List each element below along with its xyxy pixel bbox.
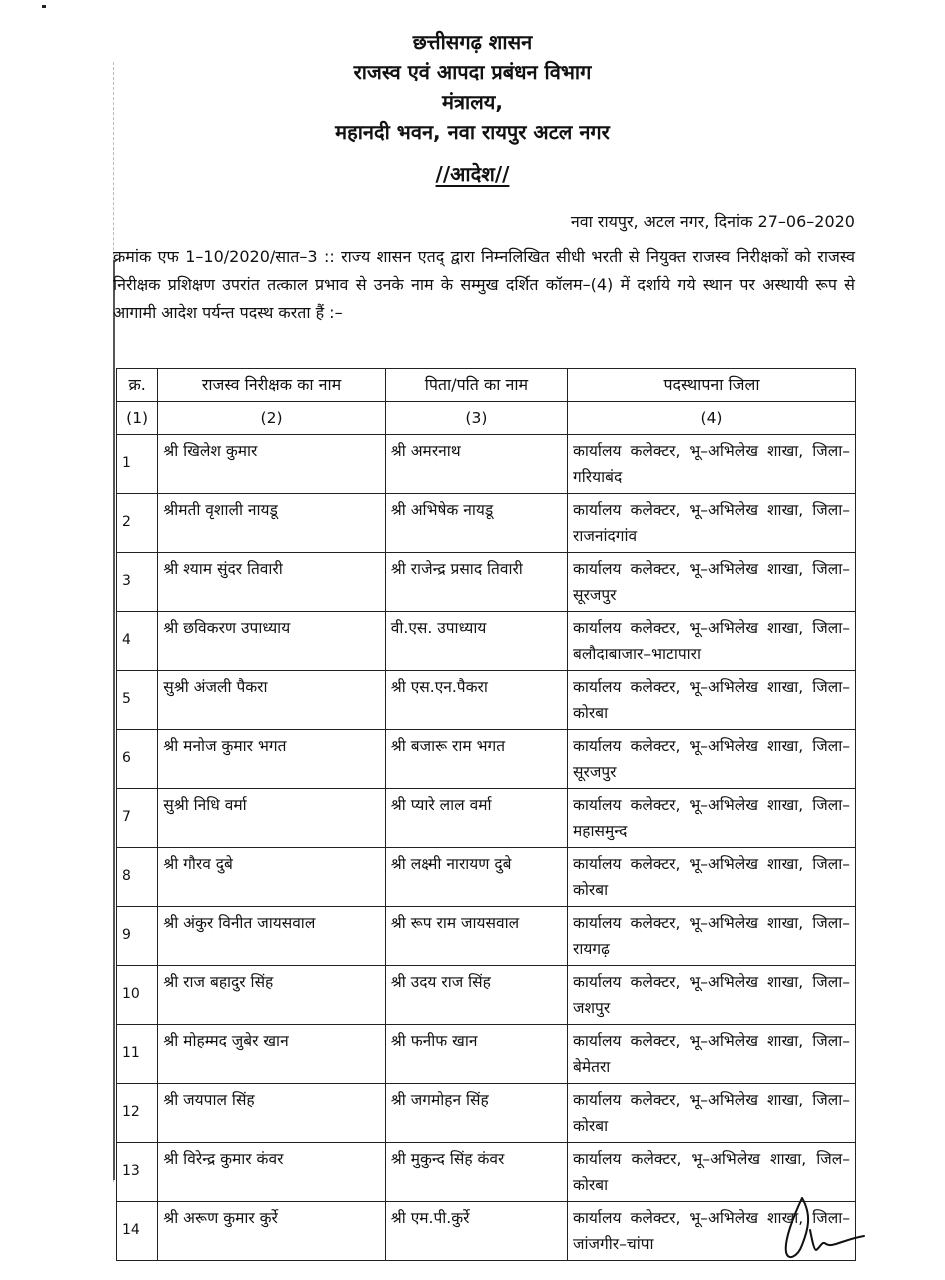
order-title-wrap: [0, 160, 945, 187]
header-inspector-name: राजस्व निरीक्षक का नाम: [158, 369, 386, 402]
serial-number-cell: 1: [117, 435, 158, 494]
serial-number-cell: 3: [117, 553, 158, 612]
table-row: [117, 435, 856, 494]
father-name-cell: श्री प्यारे लाल वर्मा: [385, 789, 567, 848]
inspector-name-cell: श्री मोहम्मद जुबेर खान: [158, 1025, 386, 1084]
serial-number-cell: 9: [117, 907, 158, 966]
signature: [782, 1190, 882, 1265]
header-father-name: पिता/पति का नाम: [385, 369, 567, 402]
inspector-name-cell: श्री श्याम सुंदर तिवारी: [158, 553, 386, 612]
serial-number-cell: 13: [117, 1143, 158, 1202]
inspector-name-cell: श्रीमती वृशाली नायडू: [158, 494, 386, 553]
inspector-name-cell: सुश्री निधि वर्मा: [158, 789, 386, 848]
inspector-name-cell: श्री विरेन्द्र कुमार कंवर: [158, 1143, 386, 1202]
header-posting-district: पदस्थापना जिला: [568, 369, 856, 402]
order-paragraph: क्रमांक एफ 1–10/2020/सात–3 :: राज्य शासन एतद् द्वारा निम्नलिखित सीधी भरती से नियुक्त राजस्व निरीक्षकों को राजस्व निरीक्षक प्रशिक्षण उपरांत तत्काल प्रभाव से उनके नाम के सम्मुख दर्शित कॉलम–(4) में दर्शाये गये स्थान पर अस्थायी रूप से आगामी आदेश पर्यन्त पदस्थ करता हैं :–: [113, 247, 855, 322]
column-number: (2): [158, 402, 386, 435]
posting-cell: कार्यालय कलेक्टर, भू–अभिलेख शाखा, जिला–बेमेतरा: [568, 1025, 856, 1084]
inspector-name-cell: श्री जयपाल सिंह: [158, 1084, 386, 1143]
posting-cell: कार्यालय कलेक्टर, भू–अभिलेख शाखा, जिला–सूरजपुर: [568, 553, 856, 612]
serial-number-cell: 7: [117, 789, 158, 848]
table-row: [117, 907, 856, 966]
column-number: (4): [568, 402, 856, 435]
table-row: [117, 612, 856, 671]
serial-number-cell: 8: [117, 848, 158, 907]
inspector-name-cell: श्री मनोज कुमार भगत: [158, 730, 386, 789]
inspector-name-cell: श्री खिलेश कुमार: [158, 435, 386, 494]
inspector-name-cell: श्री अरूण कुमार कुर्रे: [158, 1202, 386, 1261]
column-number-row: [117, 402, 856, 435]
posting-cell: कार्यालय कलेक्टर, भू–अभिलेख शाखा, जिला–कोरबा: [568, 671, 856, 730]
father-name-cell: श्री अमरनाथ: [385, 435, 567, 494]
table-row: [117, 1025, 856, 1084]
ministry-label: मंत्रालय,: [442, 90, 503, 114]
table-row: [117, 671, 856, 730]
serial-number-cell: 4: [117, 612, 158, 671]
scan-mark: [42, 5, 46, 8]
serial-number-cell: 6: [117, 730, 158, 789]
department-name: राजस्व एवं आपदा प्रबंधन विभाग: [353, 60, 592, 84]
father-name-cell: श्री अभिषेक नायडू: [385, 494, 567, 553]
column-number: (3): [385, 402, 567, 435]
posting-cell: कार्यालय कलेक्टर, भू–अभिलेख शाखा, जिला–बलौदाबाजार–भाटापारा: [568, 612, 856, 671]
father-name-cell: श्री राजेन्द्र प्रसाद तिवारी: [385, 553, 567, 612]
posting-cell: कार्यालय कलेक्टर, भू–अभिलेख शाखा, जिला–गरियाबंद: [568, 435, 856, 494]
father-name-cell: श्री रूप राम जायसवाल: [385, 907, 567, 966]
serial-number-cell: 2: [117, 494, 158, 553]
serial-number-cell: 11: [117, 1025, 158, 1084]
father-name-cell: श्री एम.पी.कुर्रे: [385, 1202, 567, 1261]
table-row: [117, 730, 856, 789]
office-address: महानदी भवन, नवा रायपुर अटल नगर: [335, 120, 610, 144]
table-row: [117, 1202, 856, 1261]
order-title: //आदेश//: [435, 162, 510, 186]
serial-number-cell: 12: [117, 1084, 158, 1143]
posting-cell: कार्यालय कलेक्टर, भू–अभिलेख शाखा, जिला–जशपुर: [568, 966, 856, 1025]
inspector-name-cell: श्री गौरव दुबे: [158, 848, 386, 907]
posting-cell: कार्यालय कलेक्टर, भू–अभिलेख शाखा, जिला–कोरबा: [568, 848, 856, 907]
father-name-cell: श्री लक्ष्मी नारायण दुबे: [385, 848, 567, 907]
inspector-name-cell: श्री अंकुर विनीत जायसवाल: [158, 907, 386, 966]
government-name: छत्तीसगढ़ शासन: [412, 30, 533, 54]
inspector-name-cell: श्री छविकरण उपाध्याय: [158, 612, 386, 671]
table-header-row: [117, 369, 856, 402]
inspector-name-cell: श्री राज बहादुर सिंह: [158, 966, 386, 1025]
column-number: (1): [117, 402, 158, 435]
serial-number-cell: 10: [117, 966, 158, 1025]
table-row: [117, 1143, 856, 1202]
father-name-cell: श्री जगमोहन सिंह: [385, 1084, 567, 1143]
posting-table: [116, 368, 856, 1261]
table-row: [117, 494, 856, 553]
table-row: [117, 1084, 856, 1143]
table-row: [117, 789, 856, 848]
table-row: [117, 848, 856, 907]
table-row: [117, 553, 856, 612]
father-name-cell: वी.एस. उपाध्याय: [385, 612, 567, 671]
father-name-cell: श्री फनीफ खान: [385, 1025, 567, 1084]
father-name-cell: श्री उदय राज सिंह: [385, 966, 567, 1025]
father-name-cell: श्री मुकुन्द सिंह कंवर: [385, 1143, 567, 1202]
posting-cell: कार्यालय कलेक्टर, भू–अभिलेख शाखा, जिला–सूरजपुर: [568, 730, 856, 789]
inspector-name-cell: सुश्री अंजली पैकरा: [158, 671, 386, 730]
posting-cell: कार्यालय कलेक्टर, भू–अभिलेख शाखा, जिला–रायगढ़: [568, 907, 856, 966]
posting-cell: कार्यालय कलेक्टर, भू–अभिलेख शाखा, जिला–राजनांदगांव: [568, 494, 856, 553]
posting-cell: कार्यालय कलेक्टर, भू–अभिलेख शाखा, जिला–जांजगीर–चांपा: [568, 1202, 856, 1261]
table-row: [117, 966, 856, 1025]
serial-number-cell: 5: [117, 671, 158, 730]
father-name-cell: श्री बजारू राम भगत: [385, 730, 567, 789]
header-serial: क्र.: [117, 369, 158, 402]
father-name-cell: श्री एस.एन.पैकरा: [385, 671, 567, 730]
posting-cell: कार्यालय कलेक्टर, भू–अभिलेख शाखा, जिल–कोरबा: [568, 1143, 856, 1202]
serial-number-cell: 14: [117, 1202, 158, 1261]
posting-cell: कार्यालय कलेक्टर, भू–अभिलेख शाखा, जिला–कोरबा: [568, 1084, 856, 1143]
date-line: नवा रायपुर, अटल नगर, दिनांक 27–06–2020: [570, 212, 855, 231]
posting-cell: कार्यालय कलेक्टर, भू–अभिलेख शाखा, जिला–महासमुन्द: [568, 789, 856, 848]
